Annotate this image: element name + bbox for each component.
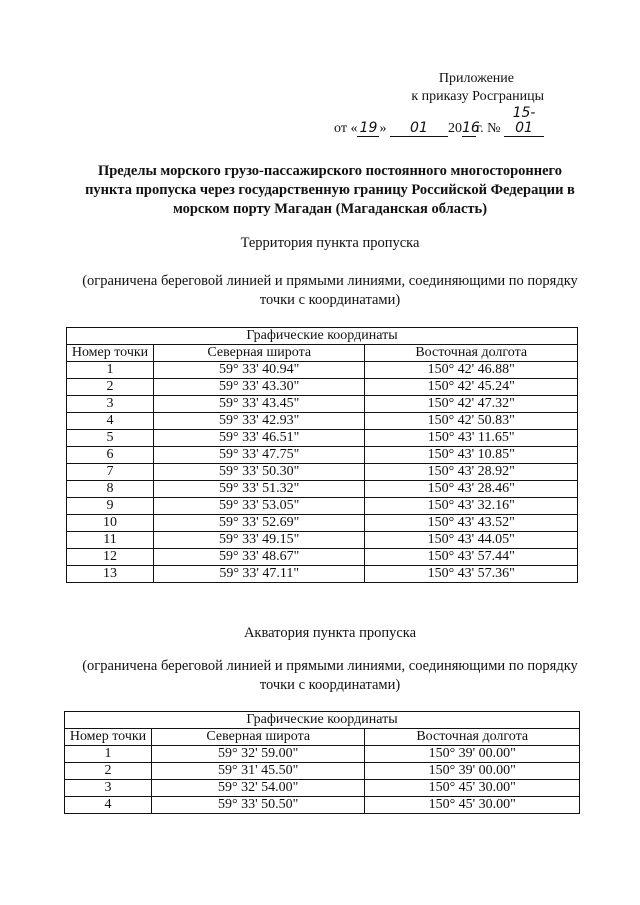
point-number-cell: 6 bbox=[67, 447, 154, 464]
longitude-cell: 150° 42' 50.83" bbox=[365, 413, 578, 430]
date-year-suffix: 16 bbox=[461, 120, 480, 136]
point-number-cell: 4 bbox=[67, 413, 154, 430]
longitude-cell: 150° 43' 57.36" bbox=[365, 566, 578, 583]
table-row bbox=[67, 464, 578, 481]
territory-note-line-2: точки с координатами) bbox=[259, 292, 401, 308]
table-row bbox=[67, 549, 578, 566]
latitude-cell: 59° 33' 47.11" bbox=[153, 566, 364, 583]
water-area-note-line-1: (ограничена береговой линией и прямыми линиями, соединяющими по порядку bbox=[82, 658, 578, 674]
appendix-header bbox=[334, 70, 544, 138]
column-header-longitude: Восточная долгота bbox=[365, 729, 580, 746]
point-number-cell: 9 bbox=[67, 498, 154, 515]
title-line-3: морском порту Магадан (Магаданская область) bbox=[172, 201, 488, 217]
table-caption: Графические координаты bbox=[65, 712, 580, 729]
latitude-cell: 59° 33' 48.67" bbox=[153, 549, 364, 566]
table-caption: Графические координаты bbox=[67, 328, 578, 345]
table-row bbox=[65, 763, 580, 780]
title-line-1: Пределы морского грузо-пассажирского постоянного многостороннего bbox=[97, 163, 563, 179]
date-day: 19 bbox=[357, 121, 379, 137]
date-year-prefix: 20 bbox=[447, 121, 462, 136]
table-row bbox=[67, 396, 578, 413]
point-number-cell: 3 bbox=[65, 780, 152, 797]
water-area-coordinates-table bbox=[64, 711, 580, 814]
point-number-cell: 10 bbox=[67, 515, 154, 532]
longitude-cell: 150° 43' 43.52" bbox=[365, 515, 578, 532]
point-number-cell: 2 bbox=[67, 379, 154, 396]
latitude-cell: 59° 33' 53.05" bbox=[153, 498, 364, 515]
longitude-cell: 150° 42' 45.24" bbox=[365, 379, 578, 396]
latitude-cell: 59° 33' 43.30" bbox=[153, 379, 364, 396]
water-area-section-title: Акватория пункта пропуска bbox=[243, 625, 417, 641]
table-row bbox=[67, 481, 578, 498]
column-header-latitude: Северная широта bbox=[151, 729, 364, 746]
date-prefix: от « bbox=[334, 121, 358, 136]
latitude-cell: 59° 32' 54.00" bbox=[151, 780, 364, 797]
territory-note-line-1: (ограничена береговой линией и прямыми линиями, соединяющими по порядку bbox=[82, 273, 578, 289]
territory-note bbox=[40, 272, 620, 310]
point-number-cell: 11 bbox=[67, 532, 154, 549]
latitude-cell: 59° 33' 43.45" bbox=[153, 396, 364, 413]
table-row bbox=[65, 797, 580, 814]
longitude-cell: 150° 45' 30.00" bbox=[365, 797, 580, 814]
table-row bbox=[67, 447, 578, 464]
water-area-note-line-2: точки с координатами) bbox=[259, 677, 401, 693]
table-row bbox=[67, 362, 578, 379]
table-row bbox=[65, 780, 580, 797]
point-number-cell: 2 bbox=[65, 763, 152, 780]
longitude-cell: 150° 43' 28.46" bbox=[365, 481, 578, 498]
longitude-cell: 150° 42' 46.88" bbox=[365, 362, 578, 379]
point-number-cell: 7 bbox=[67, 464, 154, 481]
territory-section-title: Территория пункта пропуска bbox=[240, 235, 420, 251]
order-reference: к приказу Росграницы bbox=[411, 89, 544, 104]
longitude-cell: 150° 42' 47.32" bbox=[365, 396, 578, 413]
point-number-cell: 8 bbox=[67, 481, 154, 498]
latitude-cell: 59° 33' 46.51" bbox=[153, 430, 364, 447]
latitude-cell: 59° 33' 47.75" bbox=[153, 447, 364, 464]
table-row bbox=[67, 515, 578, 532]
latitude-cell: 59° 33' 52.69" bbox=[153, 515, 364, 532]
longitude-cell: 150° 43' 57.44" bbox=[365, 549, 578, 566]
document-title bbox=[60, 162, 600, 219]
longitude-cell: 150° 45' 30.00" bbox=[365, 780, 580, 797]
order-number: 15-01 bbox=[504, 106, 544, 137]
point-number-cell: 5 bbox=[67, 430, 154, 447]
column-header-longitude: Восточная долгота bbox=[365, 345, 578, 362]
water-area-note bbox=[40, 657, 620, 695]
table-row bbox=[67, 498, 578, 515]
latitude-cell: 59° 33' 51.32" bbox=[153, 481, 364, 498]
table-row bbox=[67, 566, 578, 583]
table-row bbox=[67, 413, 578, 430]
longitude-cell: 150° 39' 00.00" bbox=[365, 763, 580, 780]
territory-coordinates-table bbox=[66, 327, 578, 583]
point-number-cell: 13 bbox=[67, 566, 154, 583]
order-date-line bbox=[334, 106, 544, 138]
latitude-cell: 59° 33' 49.15" bbox=[153, 532, 364, 549]
latitude-cell: 59° 31' 45.50" bbox=[151, 763, 364, 780]
latitude-cell: 59° 32' 59.00" bbox=[151, 746, 364, 763]
column-header-point: Номер точки bbox=[67, 345, 154, 362]
column-header-point: Номер точки bbox=[65, 729, 152, 746]
date-quote-close: » bbox=[379, 121, 387, 136]
longitude-cell: 150° 43' 28.92" bbox=[365, 464, 578, 481]
latitude-cell: 59° 33' 50.50" bbox=[151, 797, 364, 814]
latitude-cell: 59° 33' 42.93" bbox=[153, 413, 364, 430]
table-row bbox=[67, 379, 578, 396]
table-row bbox=[67, 430, 578, 447]
longitude-cell: 150° 39' 00.00" bbox=[365, 746, 580, 763]
column-header-latitude: Северная широта bbox=[153, 345, 364, 362]
point-number-cell: 12 bbox=[67, 549, 154, 566]
order-number-label: г. № bbox=[475, 121, 501, 136]
longitude-cell: 150° 43' 11.65" bbox=[365, 430, 578, 447]
longitude-cell: 150° 43' 32.16" bbox=[365, 498, 578, 515]
latitude-cell: 59° 33' 50.30" bbox=[153, 464, 364, 481]
date-month: 01 bbox=[390, 121, 448, 137]
table-row bbox=[65, 746, 580, 763]
longitude-cell: 150° 43' 44.05" bbox=[365, 532, 578, 549]
appendix-label: Приложение bbox=[438, 71, 514, 86]
title-line-2: пункта пропуска через государственную границу Российской Федерации в bbox=[85, 182, 575, 198]
point-number-cell: 1 bbox=[65, 746, 152, 763]
point-number-cell: 3 bbox=[67, 396, 154, 413]
point-number-cell: 1 bbox=[67, 362, 154, 379]
longitude-cell: 150° 43' 10.85" bbox=[365, 447, 578, 464]
point-number-cell: 4 bbox=[65, 797, 152, 814]
latitude-cell: 59° 33' 40.94" bbox=[153, 362, 364, 379]
table-row bbox=[67, 532, 578, 549]
